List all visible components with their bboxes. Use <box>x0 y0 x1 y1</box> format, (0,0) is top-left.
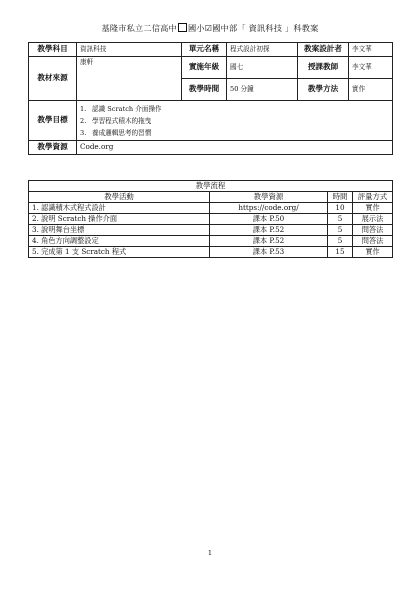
subject-value: 資訊科技 <box>77 43 182 57</box>
subject-label: 教學科目 <box>29 43 77 57</box>
flow-title-row <box>29 181 393 192</box>
header-activity: 教學活動 <box>29 192 210 203</box>
resource-cell: 課本 P.50 <box>210 214 328 225</box>
info-row-resource <box>29 141 393 155</box>
header-resource: 教學資源 <box>210 192 328 203</box>
unit-label: 單元名稱 <box>182 43 227 57</box>
goals-list <box>80 103 389 139</box>
page-number: 1 <box>207 549 213 557</box>
time-cell: 15 <box>328 247 353 258</box>
table-row <box>29 247 393 258</box>
info-row-subject <box>29 43 393 57</box>
assessment-cell: 問答法 <box>353 225 393 236</box>
activity-cell: 1. 認識積木式程式設計 <box>29 203 210 214</box>
table-row <box>29 236 393 247</box>
info-row-goals <box>29 101 393 141</box>
activity-cell: 4. 角色方向調整設定 <box>29 236 210 247</box>
designer-value: 李文華 <box>349 43 393 57</box>
teaching-flow-table <box>28 180 393 258</box>
goal-item: 3. 養成邏輯思考的習慣 <box>80 128 152 137</box>
source-value: 康軒 <box>77 57 182 101</box>
method-label: 教學方法 <box>298 79 349 101</box>
assessment-cell: 問答法 <box>353 236 393 247</box>
time-value: 50 分鐘 <box>227 79 298 101</box>
table-row <box>29 214 393 225</box>
info-row-grade <box>29 57 393 79</box>
header-assessment: 評量方式 <box>353 192 393 203</box>
unit-value: 程式設計初探 <box>227 43 298 57</box>
grade-value: 國七 <box>227 57 298 79</box>
designer-label: 教案設計者 <box>298 43 349 57</box>
goals-label: 教學目標 <box>29 101 77 141</box>
checkbox-checked-icon: ☑ <box>204 23 213 33</box>
goal-item: 2. 學習程式積木的拖曳 <box>80 116 152 125</box>
resource-label: 教學資源 <box>29 141 77 155</box>
checkbox-empty-icon <box>178 23 187 32</box>
activity-cell: 3. 說明舞台坐標 <box>29 225 210 236</box>
teacher-label: 授課教師 <box>298 57 349 79</box>
activity-cell: 5. 完成第 1 支 Scratch 程式 <box>29 247 210 258</box>
table-row <box>29 225 393 236</box>
resource-cell: https://code.org/ <box>210 203 328 214</box>
header-time: 時間 <box>328 192 353 203</box>
goal-item: 1. 認識 Scratch 介面操作 <box>80 104 162 113</box>
activity-cell: 2. 說明 Scratch 操作介面 <box>29 214 210 225</box>
method-value: 實作 <box>349 79 393 101</box>
flow-header-row <box>29 192 393 203</box>
time-cell: 5 <box>328 236 353 247</box>
source-label: 教材來源 <box>29 57 77 101</box>
resource-value: Code.org <box>77 141 393 155</box>
resource-cell: 課本 P.52 <box>210 225 328 236</box>
assessment-cell: 實作 <box>353 247 393 258</box>
page-title <box>0 23 420 34</box>
time-label: 教學時間 <box>182 79 227 101</box>
time-cell: 10 <box>328 203 353 214</box>
assessment-cell: 展示法 <box>353 214 393 225</box>
teacher-value: 李文華 <box>349 57 393 79</box>
flow-title: 教學流程 <box>29 181 393 192</box>
lesson-info-table <box>28 42 393 155</box>
time-cell: 5 <box>328 225 353 236</box>
title-elementary: 國小 <box>187 23 205 33</box>
table-row <box>29 203 393 214</box>
assessment-cell: 實作 <box>353 203 393 214</box>
time-cell: 5 <box>328 214 353 225</box>
goals-cell <box>77 101 393 141</box>
title-subject: 國中部「 資訊科技 」科教案 <box>212 23 319 33</box>
resource-cell: 課本 P.52 <box>210 236 328 247</box>
title-school: 基隆市私立二信高中 <box>101 23 177 33</box>
resource-cell: 課本 P.53 <box>210 247 328 258</box>
grade-label: 實施年級 <box>182 57 227 79</box>
